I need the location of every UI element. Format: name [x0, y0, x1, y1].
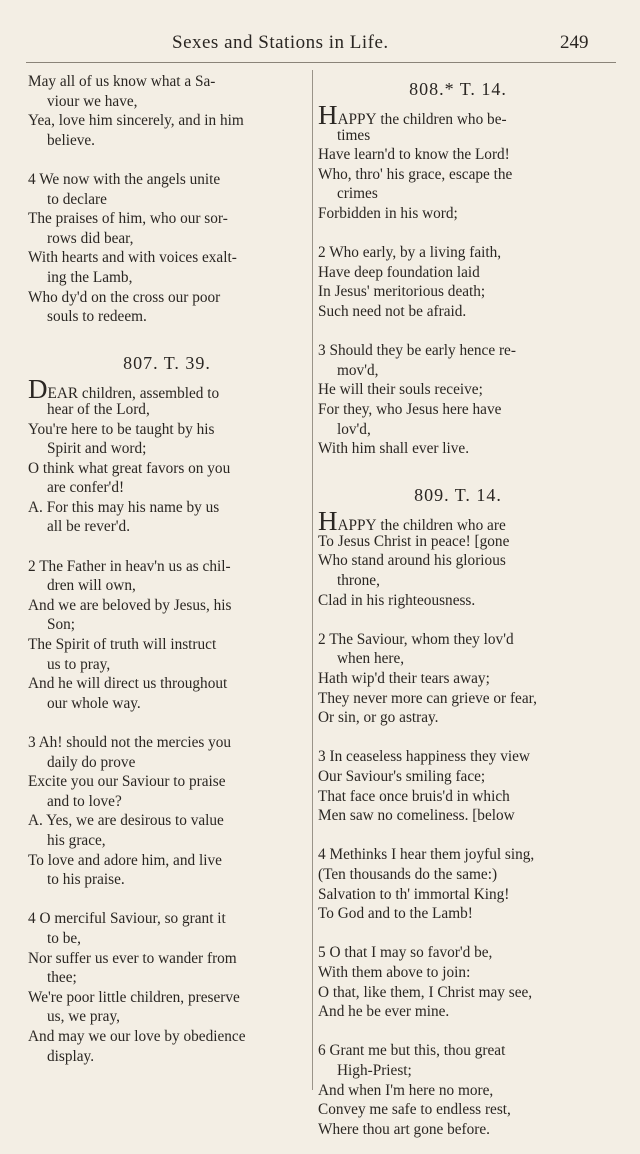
small-caps-word: APPY: [337, 111, 377, 128]
verse-line: To love and adore him, and live: [28, 851, 222, 869]
verse-line: And we are beloved by Jesus, his: [28, 596, 232, 614]
right-column: [318, 72, 598, 1139]
verse-line: rows did bear,: [47, 229, 134, 247]
verse-line: throne,: [337, 572, 380, 590]
verse-line: 3 Ah! should not the mercies you: [28, 734, 232, 751]
verse-line: He will their souls receive;: [318, 381, 483, 399]
stanza-gap: [28, 713, 306, 733]
verse-line: O that, like them, I Christ may see,: [318, 983, 533, 1001]
verse-line: are confer'd!: [47, 479, 125, 497]
stanza-gap: [318, 924, 598, 944]
verse-line: They never more can grieve or fear,: [318, 689, 537, 707]
verse-line: Son;: [47, 616, 76, 634]
verse-line: May all of us know what a Sa-: [28, 73, 216, 90]
verse-line: High-Priest;: [337, 1061, 412, 1079]
line-text: children, assembled to: [78, 385, 220, 403]
verse-line: 2 Who early, by a living faith,: [318, 244, 502, 262]
stanza-gap: [28, 327, 306, 347]
verse-line: us to pray,: [47, 655, 111, 673]
verse-line: And when I'm here no more,: [318, 1081, 494, 1099]
verse-line: In Jesus' meritorious death;: [318, 283, 486, 301]
stanza-gap: [318, 826, 598, 846]
verse-line: 2 The Father in heav'n us as chil-: [28, 557, 231, 575]
verse-line: 4 O merciful Saviour, so grant it: [28, 910, 226, 928]
verse-line: (Ten thousands do the same:): [318, 865, 498, 883]
verse-line: For they, who Jesus here have: [318, 400, 502, 418]
header-rule: [26, 62, 616, 63]
verse-line: when here,: [337, 650, 405, 668]
verse-line: And may we our love by obedience: [28, 1027, 246, 1045]
verse-line: to declare: [47, 190, 107, 208]
verse-line: 4 Methinks I hear them joyful sing,: [318, 846, 535, 864]
verse-line: all be rever'd.: [47, 518, 131, 536]
verse-line: hear of the Lord,: [47, 400, 150, 418]
hymn-heading: 807. T. 39.: [123, 353, 211, 374]
verse-line: times: [337, 126, 371, 144]
verse-line: Such need not be afraid.: [318, 302, 467, 320]
verse-line: dren will own,: [47, 577, 136, 595]
verse-line: Spirit and word;: [47, 440, 147, 458]
verse-line: Forbidden in his word;: [318, 204, 458, 222]
verse-line: 3 Should they be early hence re-: [318, 342, 516, 360]
running-header: [0, 30, 640, 60]
verse-line: lov'd,: [337, 420, 371, 438]
column-divider: [312, 70, 313, 1090]
verse-line: That face once bruis'd in which: [318, 787, 510, 805]
line-text: the children who are: [376, 517, 506, 535]
page-number: 249: [560, 32, 589, 53]
verse-line: Convey me safe to endless rest,: [318, 1101, 511, 1119]
left-column: [28, 72, 306, 1066]
verse-line: daily do prove: [47, 753, 136, 771]
verse-line: And he will direct us throughout: [28, 675, 228, 693]
verse-line: mov'd,: [337, 361, 379, 379]
verse-line: his grace,: [47, 831, 106, 849]
hymn-first-line: [318, 100, 598, 130]
stanza-gap: [28, 537, 306, 557]
verse-line: To God and to the Lamb!: [318, 905, 473, 923]
verse-line: With him shall ever live.: [318, 440, 470, 458]
verse-line: With them above to join:: [318, 963, 471, 981]
verse-line: 4 We now with the angels unite: [28, 170, 221, 188]
verse-line: and to love?: [47, 792, 122, 810]
verse-line: Yea, love him sincerely, and in him: [28, 112, 244, 130]
verse-line: Who, thro' his grace, escape the: [318, 165, 513, 183]
verse-line: A. Yes, we are desirous to value: [28, 812, 224, 830]
verse-line: Have deep foundation laid: [318, 263, 480, 281]
verse-line: believe.: [47, 131, 95, 149]
verse-line: us, we pray,: [47, 1008, 120, 1026]
verse-line: 2 The Saviour, whom they lov'd: [318, 630, 514, 648]
hymn-first-line: [318, 506, 598, 537]
verse-line: Nor suffer us ever to wander from: [28, 949, 237, 967]
verse-line: Who stand around his glorious: [318, 552, 506, 570]
stanza-gap: [318, 322, 598, 342]
stanza-gap: [318, 728, 598, 748]
verse-line: You're here to be taught by his: [28, 420, 215, 438]
verse-line: souls to redeem.: [47, 308, 147, 326]
verse-line: Our Saviour's smiling face;: [318, 768, 486, 785]
small-caps-word: EAR: [47, 385, 79, 403]
verse-line: A. For this may his name by us: [28, 498, 220, 516]
verse-line: ing the Lamb,: [47, 268, 133, 286]
verse-line: Men saw no comeliness. [below: [318, 807, 515, 825]
verse-line: And he be ever mine.: [318, 1003, 450, 1021]
stanza-gap: [318, 1022, 598, 1042]
verse-line: 3 In ceaseless happiness they view: [318, 748, 530, 766]
verse-line: The Spirit of truth will instruct: [28, 636, 217, 654]
stanza-gap: [28, 150, 306, 170]
verse-line: To Jesus Christ in peace! [gone: [318, 532, 510, 550]
verse-line: viour we have,: [47, 92, 138, 110]
verse-line: With hearts and with voices exalt-: [28, 249, 237, 267]
stanza-gap: [318, 224, 598, 244]
verse-line: The praises of him, who our sor-: [28, 210, 228, 228]
verse-line: to his praise.: [47, 871, 125, 889]
verse-line: Or sin, or go astray.: [318, 709, 439, 727]
verse-line: crimes: [337, 185, 378, 203]
hymn-first-line: [28, 374, 306, 405]
verse-line: Who dy'd on the cross our poor: [28, 288, 221, 306]
drop-cap: H: [318, 100, 338, 130]
verse-line: 6 Grant me but this, thou great: [318, 1042, 506, 1060]
verse-line: We're poor little children, preserve: [28, 988, 240, 1006]
hymn-heading: 809. T. 14.: [414, 485, 502, 506]
running-title: Sexes and Stations in Life.: [172, 32, 389, 53]
stanza-gap: [318, 610, 598, 630]
line-text: the children who be-: [376, 111, 507, 128]
verse-line: to be,: [47, 929, 81, 947]
drop-cap: H: [318, 506, 338, 537]
verse-line: Where thou art gone before.: [318, 1120, 491, 1138]
verse-line: 5 O that I may so favor'd be,: [318, 944, 493, 962]
verse-line: display.: [47, 1047, 95, 1065]
verse-line: Excite you our Saviour to praise: [28, 773, 226, 791]
verse-line: our whole way.: [47, 694, 141, 712]
drop-cap: D: [28, 374, 48, 405]
verse-line: Salvation to th' immortal King!: [318, 885, 510, 903]
verse-line: Hath wip'd their tears away;: [318, 670, 490, 688]
small-caps-word: APPY: [337, 517, 377, 535]
verse-line: Have learn'd to know the Lord!: [318, 146, 510, 164]
verse-line: O think what great favors on you: [28, 459, 231, 477]
stanza-gap: [28, 890, 306, 910]
verse-line: thee;: [47, 969, 77, 987]
hymn-heading: 808.* T. 14.: [409, 79, 507, 99]
stanza-gap: [318, 459, 598, 479]
verse-line: Clad in his righteousness.: [318, 591, 476, 609]
